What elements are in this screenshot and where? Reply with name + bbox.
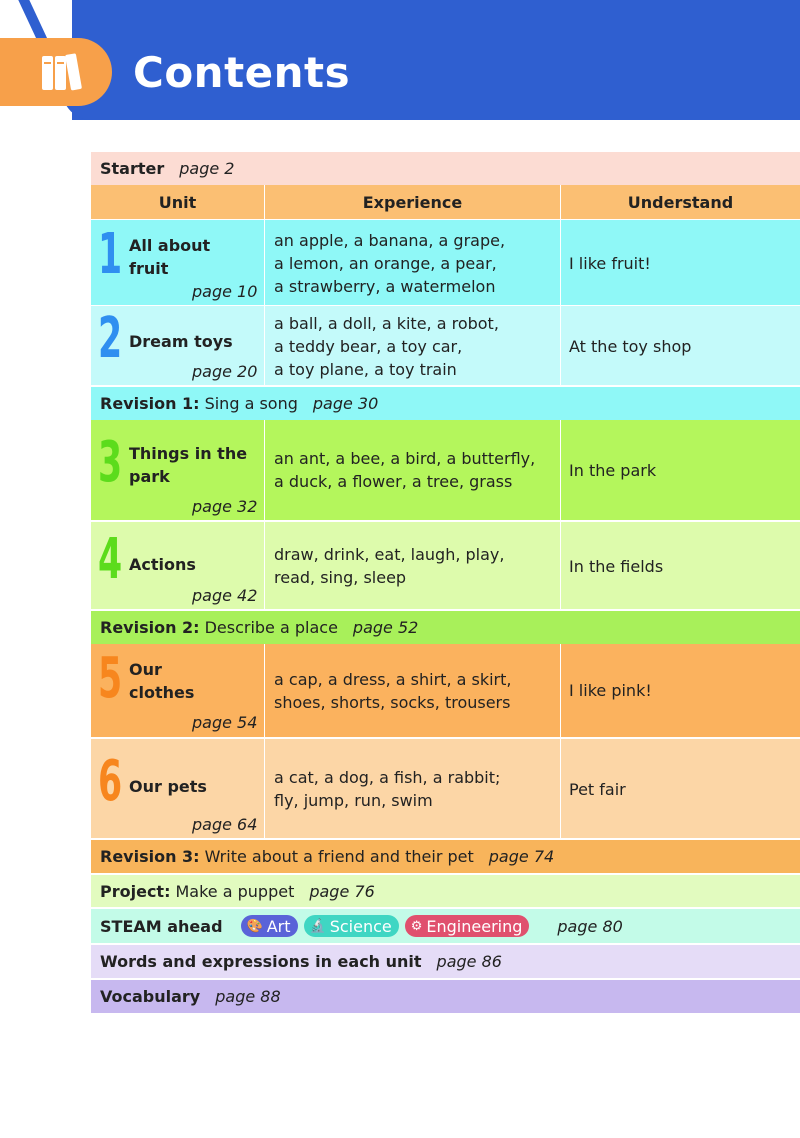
unit-cell [91, 644, 265, 737]
experience-line: a ball, a doll, a kite, a robot, [274, 313, 499, 333]
words-page: page 86 [436, 952, 502, 971]
words-row[interactable] [91, 944, 800, 978]
experience-cell [265, 420, 561, 520]
unit-cell [91, 306, 265, 386]
experience-line: draw, drink, eat, laugh, play, [274, 545, 505, 564]
experience-line: a cap, a dress, a shirt, a skirt, [274, 669, 512, 689]
art-badge[interactable] [241, 915, 298, 937]
unit-title [129, 330, 259, 353]
project-row[interactable] [91, 874, 800, 907]
gears-icon: ⚙ [410, 918, 423, 934]
unit-title-line: Our [129, 660, 162, 679]
experience-line: an apple, a banana, a grape, [274, 230, 506, 250]
experience-line: a duck, a flower, a tree, grass [274, 472, 513, 491]
revision-page: page 74 [488, 847, 555, 866]
revision-row-2[interactable] [91, 610, 800, 644]
experience-column-header: Experience [265, 185, 561, 219]
palette-icon: 🎨 [246, 918, 263, 934]
page-header [0, 0, 800, 120]
unit-title [129, 658, 259, 704]
vocabulary-row[interactable] [91, 979, 800, 1013]
experience-line: a strawberry, a watermelon [274, 276, 496, 296]
understand-cell: In the fields [569, 556, 664, 576]
experience-line: read, sing, sleep [274, 568, 407, 587]
unit-cell [91, 739, 265, 839]
unit-title [129, 442, 259, 488]
unit-title-line: All about [129, 236, 211, 255]
table-header-row [91, 185, 800, 219]
words-label: Words and expressions in each unit [100, 952, 422, 971]
unit-cell [91, 522, 265, 610]
art-badge-label: Art [266, 916, 291, 936]
revision-page: page 52 [352, 618, 419, 637]
unit-title-line: clothes [129, 683, 195, 702]
revision-page: page 30 [312, 394, 379, 413]
experience-line: fly, jump, run, swim [274, 791, 433, 810]
unit-title-line: Dream toys [129, 332, 233, 351]
unit-row-6[interactable] [91, 738, 800, 838]
revision-label: Revision 1: [100, 394, 200, 413]
project-text: Make a puppet [175, 881, 295, 901]
unit-title [129, 775, 259, 798]
revision-label: Revision 2: [100, 618, 200, 637]
unit-title-line: Things in the [129, 444, 248, 463]
experience-cell [265, 522, 561, 610]
unit-row-4[interactable] [91, 521, 800, 609]
unit-column-header: Unit [91, 185, 265, 219]
starter-page: page 2 [179, 159, 235, 178]
unit-cell [91, 220, 265, 306]
unit-number: 3 [98, 430, 123, 495]
science-badge-label: Science [329, 916, 392, 936]
experience-cell [265, 220, 561, 306]
project-page: page 76 [309, 881, 375, 901]
unit-number: 1 [98, 222, 123, 287]
engineering-badge[interactable] [405, 915, 530, 937]
steam-page: page 80 [557, 916, 623, 936]
steam-row[interactable] [91, 908, 800, 943]
experience-cell [265, 739, 561, 839]
project-label: Project: [100, 881, 171, 901]
unit-row-5[interactable] [91, 644, 800, 737]
experience-line: shoes, shorts, socks, trousers [274, 692, 511, 712]
unit-page: page 32 [192, 497, 258, 516]
engineering-badge-label: Engineering [426, 916, 523, 936]
experience-line: a toy plane, a toy train [274, 359, 457, 379]
understand-cell: At the toy shop [569, 336, 692, 356]
unit-number: 6 [98, 749, 123, 814]
unit-page: page 10 [192, 282, 258, 301]
experience-cell [265, 644, 561, 737]
starter-row[interactable] [91, 152, 800, 185]
understand-cell: I like fruit! [569, 253, 651, 273]
unit-row-3[interactable] [91, 420, 800, 520]
steam-label: STEAM ahead [100, 916, 223, 936]
understand-cell: I like pink! [569, 681, 652, 700]
revision-row-3[interactable] [91, 839, 800, 873]
unit-number: 5 [98, 646, 123, 711]
experience-line: an ant, a bee, a bird, a butterfly, [274, 449, 536, 468]
unit-title-line: fruit [129, 259, 169, 278]
unit-title-line: park [129, 467, 170, 486]
revision-label: Revision 3: [100, 847, 200, 866]
unit-title-line: Our pets [129, 777, 207, 796]
vocabulary-label: Vocabulary [100, 987, 201, 1006]
starter-label: Starter [100, 159, 165, 178]
revision-text: Write about a friend and their pet [204, 847, 474, 866]
unit-page: page 20 [192, 362, 258, 381]
microscope-icon: 🔬 [309, 918, 326, 934]
unit-number: 2 [98, 306, 123, 371]
understand-cell: In the park [569, 460, 657, 480]
revision-row-1[interactable] [91, 386, 800, 420]
experience-cell [265, 306, 561, 386]
books-icon [40, 48, 86, 96]
page-title: Contents [133, 48, 351, 97]
experience-line: a cat, a dog, a fish, a rabbit; [274, 768, 501, 787]
unit-page: page 42 [192, 586, 258, 605]
unit-page: page 64 [192, 815, 258, 834]
unit-title-line: Actions [129, 555, 196, 574]
science-badge[interactable] [304, 915, 399, 937]
vocabulary-page: page 88 [215, 987, 281, 1006]
revision-text: Sing a song [204, 394, 298, 413]
revision-text: Describe a place [204, 618, 338, 637]
unit-number: 4 [98, 527, 123, 592]
unit-cell [91, 420, 265, 520]
unit-page: page 54 [192, 713, 258, 732]
understand-column-header: Understand [627, 192, 734, 212]
experience-line: a teddy bear, a toy car, [274, 336, 463, 356]
understand-cell: Pet fair [569, 779, 626, 799]
experience-line: a lemon, an orange, a pear, [274, 253, 497, 273]
unit-row-2[interactable] [91, 305, 800, 385]
unit-title [129, 234, 259, 280]
unit-title [129, 553, 259, 576]
unit-row-1[interactable] [91, 219, 800, 305]
